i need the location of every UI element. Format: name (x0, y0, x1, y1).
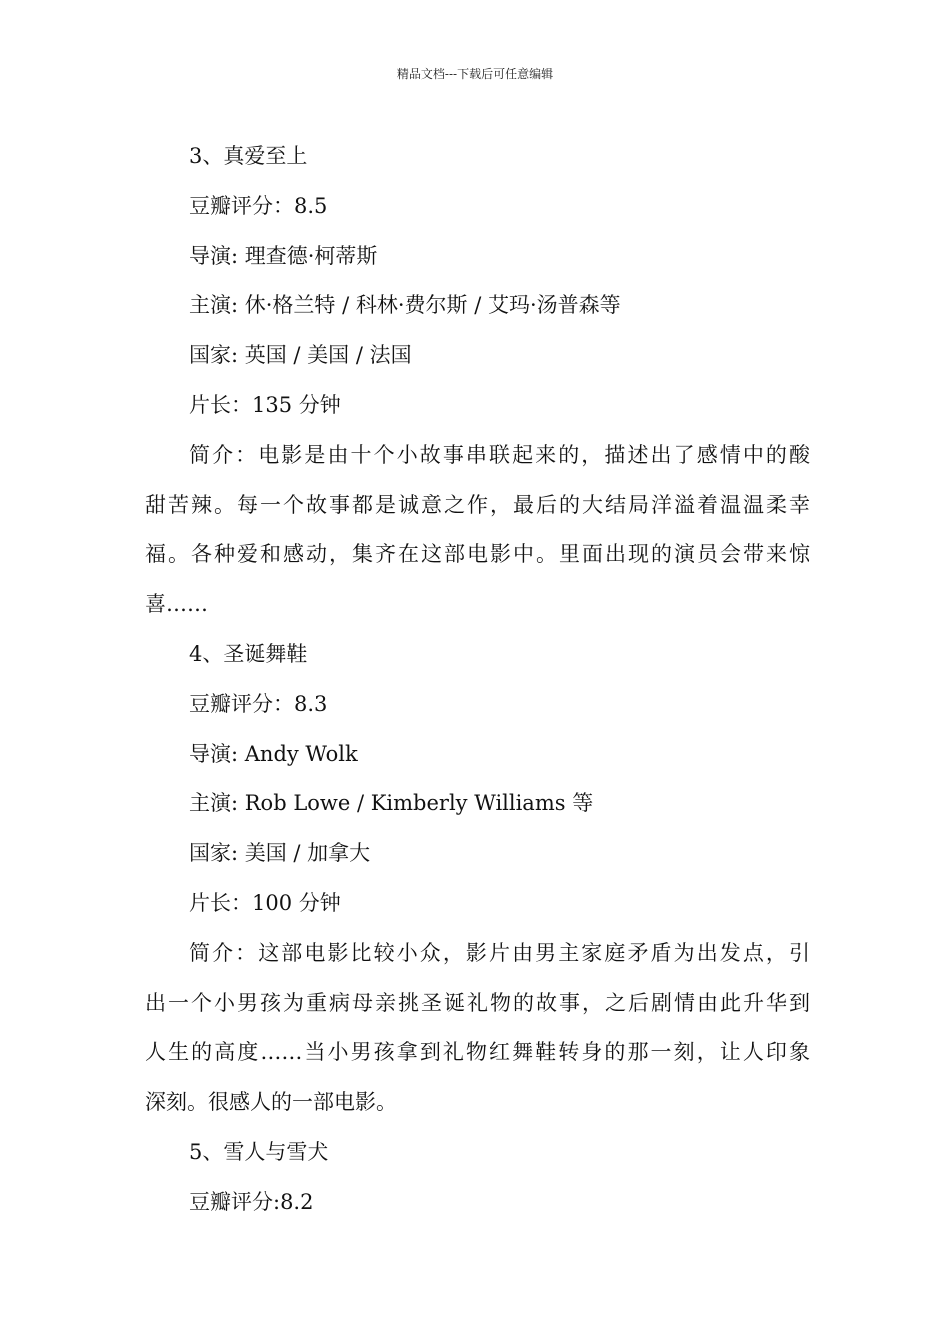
page-header: 精品文档---下载后可任意编辑 (396, 67, 554, 81)
runtime-3: 片长：135 分钟 (189, 392, 341, 417)
runtime-4: 片长：100 分钟 (189, 890, 341, 915)
country-3: 国家: 英国 / 美国 / 法国 (189, 343, 412, 368)
section-title-4: 4、圣诞舞鞋 (189, 641, 308, 666)
summary-3-line-4: 喜…… (145, 592, 208, 617)
douban-rating-5: 豆瓣评分:8.2 (189, 1189, 314, 1214)
document-body (145, 132, 810, 1228)
cast-4: 主演: Rob Lowe / Kimberly Williams 等 (189, 791, 594, 816)
summary-4-line-1: 简介：这部电影比较小众，影片由男主家庭矛盾为出发点，引 (189, 940, 810, 965)
douban-rating-3: 豆瓣评分：8.5 (189, 193, 328, 218)
director-3: 导演: 理查德·柯蒂斯 (189, 243, 378, 268)
summary-4-line-2: 出一个小男孩为重病母亲挑圣诞礼物的故事，之后剧情由此升华到 (145, 990, 810, 1015)
summary-3-line-2: 甜苦辣。每一个故事都是诚意之作，最后的大结局洋溢着温温柔幸 (145, 492, 810, 517)
summary-4-line-4: 深刻。很感人的一部电影。 (145, 1090, 397, 1115)
director-4: 导演: Andy Wolk (189, 741, 358, 766)
country-4: 国家: 美国 / 加拿大 (189, 841, 371, 866)
section-title-5: 5、雪人与雪犬 (189, 1139, 329, 1164)
summary-3-line-1: 简介：电影是由十个小故事串联起来的，描述出了感情中的酸 (189, 442, 810, 467)
cast-3: 主演: 休·格兰特 / 科林·费尔斯 / 艾玛·汤普森等 (189, 293, 621, 318)
summary-3-line-3: 福。各种爱和感动，集齐在这部电影中。里面出现的演员会带来惊 (145, 542, 810, 567)
section-title-3: 3、真爱至上 (189, 144, 308, 168)
summary-4-line-3: 人生的高度……当小男孩拿到礼物红舞鞋转身的那一刻，让人印象 (145, 1040, 810, 1065)
douban-rating-4: 豆瓣评分：8.3 (189, 691, 328, 716)
